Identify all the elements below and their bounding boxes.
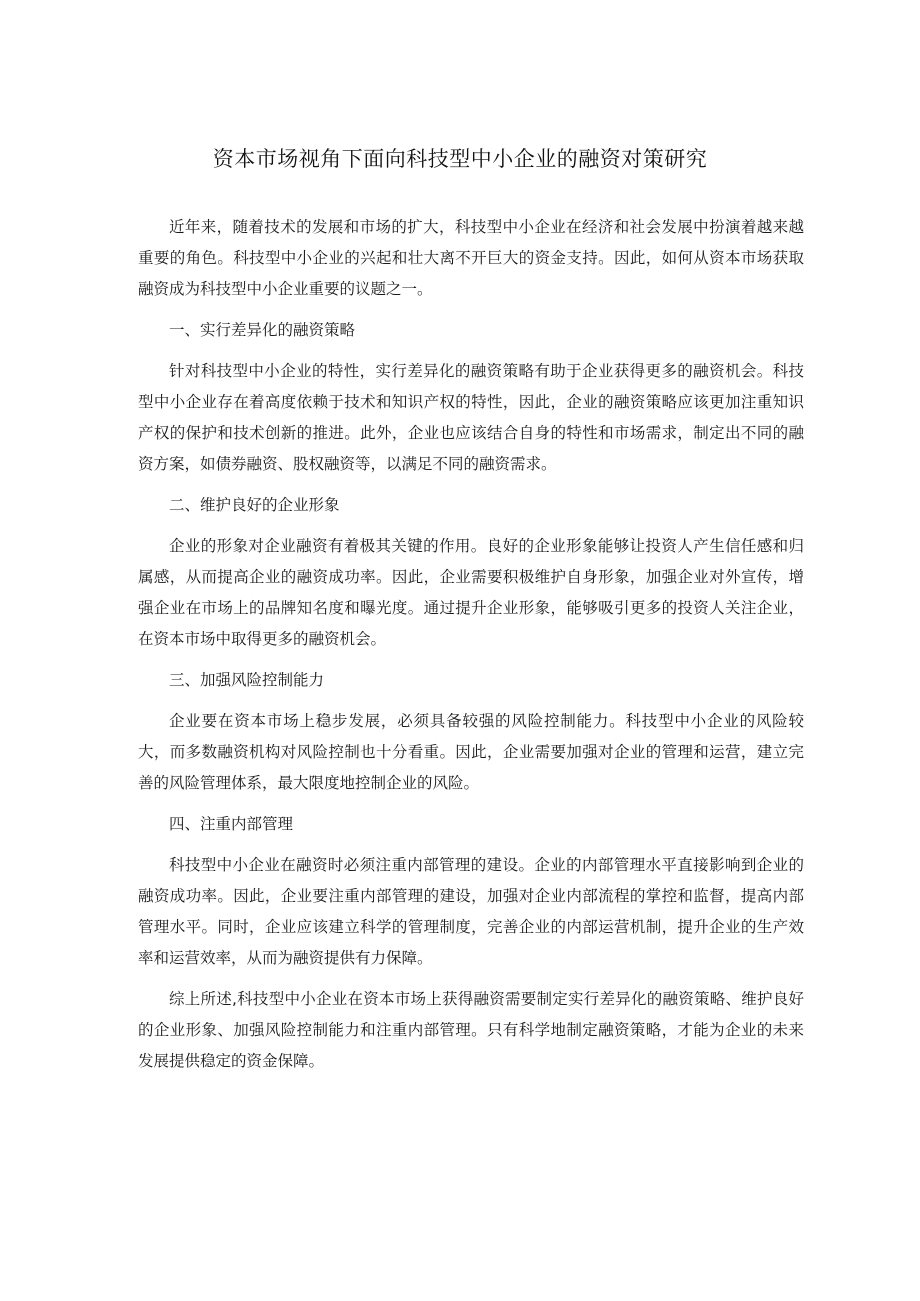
conclusion-paragraph: 综上所述,科技型中小企业在资本市场上获得融资需要制定实行差异化的融资策略、维护良好的企业形象、加强风险控制能力和注重内部管理。只有科学地制定融资策略，才能为企业的未来发展提供稳定的资金保障。 bbox=[138, 990, 804, 1070]
section-heading-4: 四、注重内部管理 bbox=[169, 815, 294, 833]
section-heading-3: 三、加强风险控制能力 bbox=[169, 671, 325, 689]
section-paragraph-3: 企业要在资本市场上稳步发展，必须具备较强的风险控制能力。科技型中小企业的风险较大，而多数融资机构对风险控制也十分看重。因此，企业需要加强对企业的管理和运营，建立完善的风险管理体系，最大限度地控制企业的风险。 bbox=[138, 712, 804, 792]
section-paragraph-2: 企业的形象对企业融资有着极其关键的作用。良好的企业形象能够让投资人产生信任感和归属感，从而提高企业的融资成功率。因此，企业需要积极维护自身形象，加强企业对外宣传，增强企业在市场上的品牌知名度和曝光度。通过提升企业形象，能够吸引更多的投资人关注企业，在资本市场中取得更多的融资机会。 bbox=[138, 537, 804, 648]
document-body bbox=[138, 212, 804, 1087]
section-paragraph-4: 科技型中小企业在融资时必须注重内部管理的建设。企业的内部管理水平直接影响到企业的融资成功率。因此，企业要注重内部管理的建设，加强对企业内部流程的掌控和监督，提高内部管理水平。同时，企业应该建立科学的管理制度，完善企业的内部运营机制，提升企业的生产效率和运营效率，从而为融资提供有力保障。 bbox=[138, 856, 804, 967]
intro-paragraph: 近年来，随着技术的发展和市场的扩大，科技型中小企业在经济和社会发展中扮演着越来越重要的角色。科技型中小企业的兴起和壮大离不开巨大的资金支持。因此，如何从资本市场获取融资成为科技型中小企业重要的议题之一。 bbox=[138, 218, 804, 298]
document-title: 资本市场视角下面向科技型中小企业的融资对策研究 bbox=[212, 147, 708, 171]
section-heading-1: 一、实行差异化的融资策略 bbox=[169, 321, 356, 339]
section-paragraph-1: 针对科技型中小企业的特性，实行差异化的融资策略有助于企业获得更多的融资机会。科技型中小企业存在着高度依赖于技术和知识产权的特性，因此，企业的融资策略应该更加注重知识产权的保护和技术创新的推进。此外，企业也应该结合自身的特性和市场需求，制定出不同的融资方案，如债券融资、股权融资等，以满足不同的融资需求。 bbox=[138, 362, 804, 473]
section-heading-2: 二、维护良好的企业形象 bbox=[169, 496, 340, 514]
